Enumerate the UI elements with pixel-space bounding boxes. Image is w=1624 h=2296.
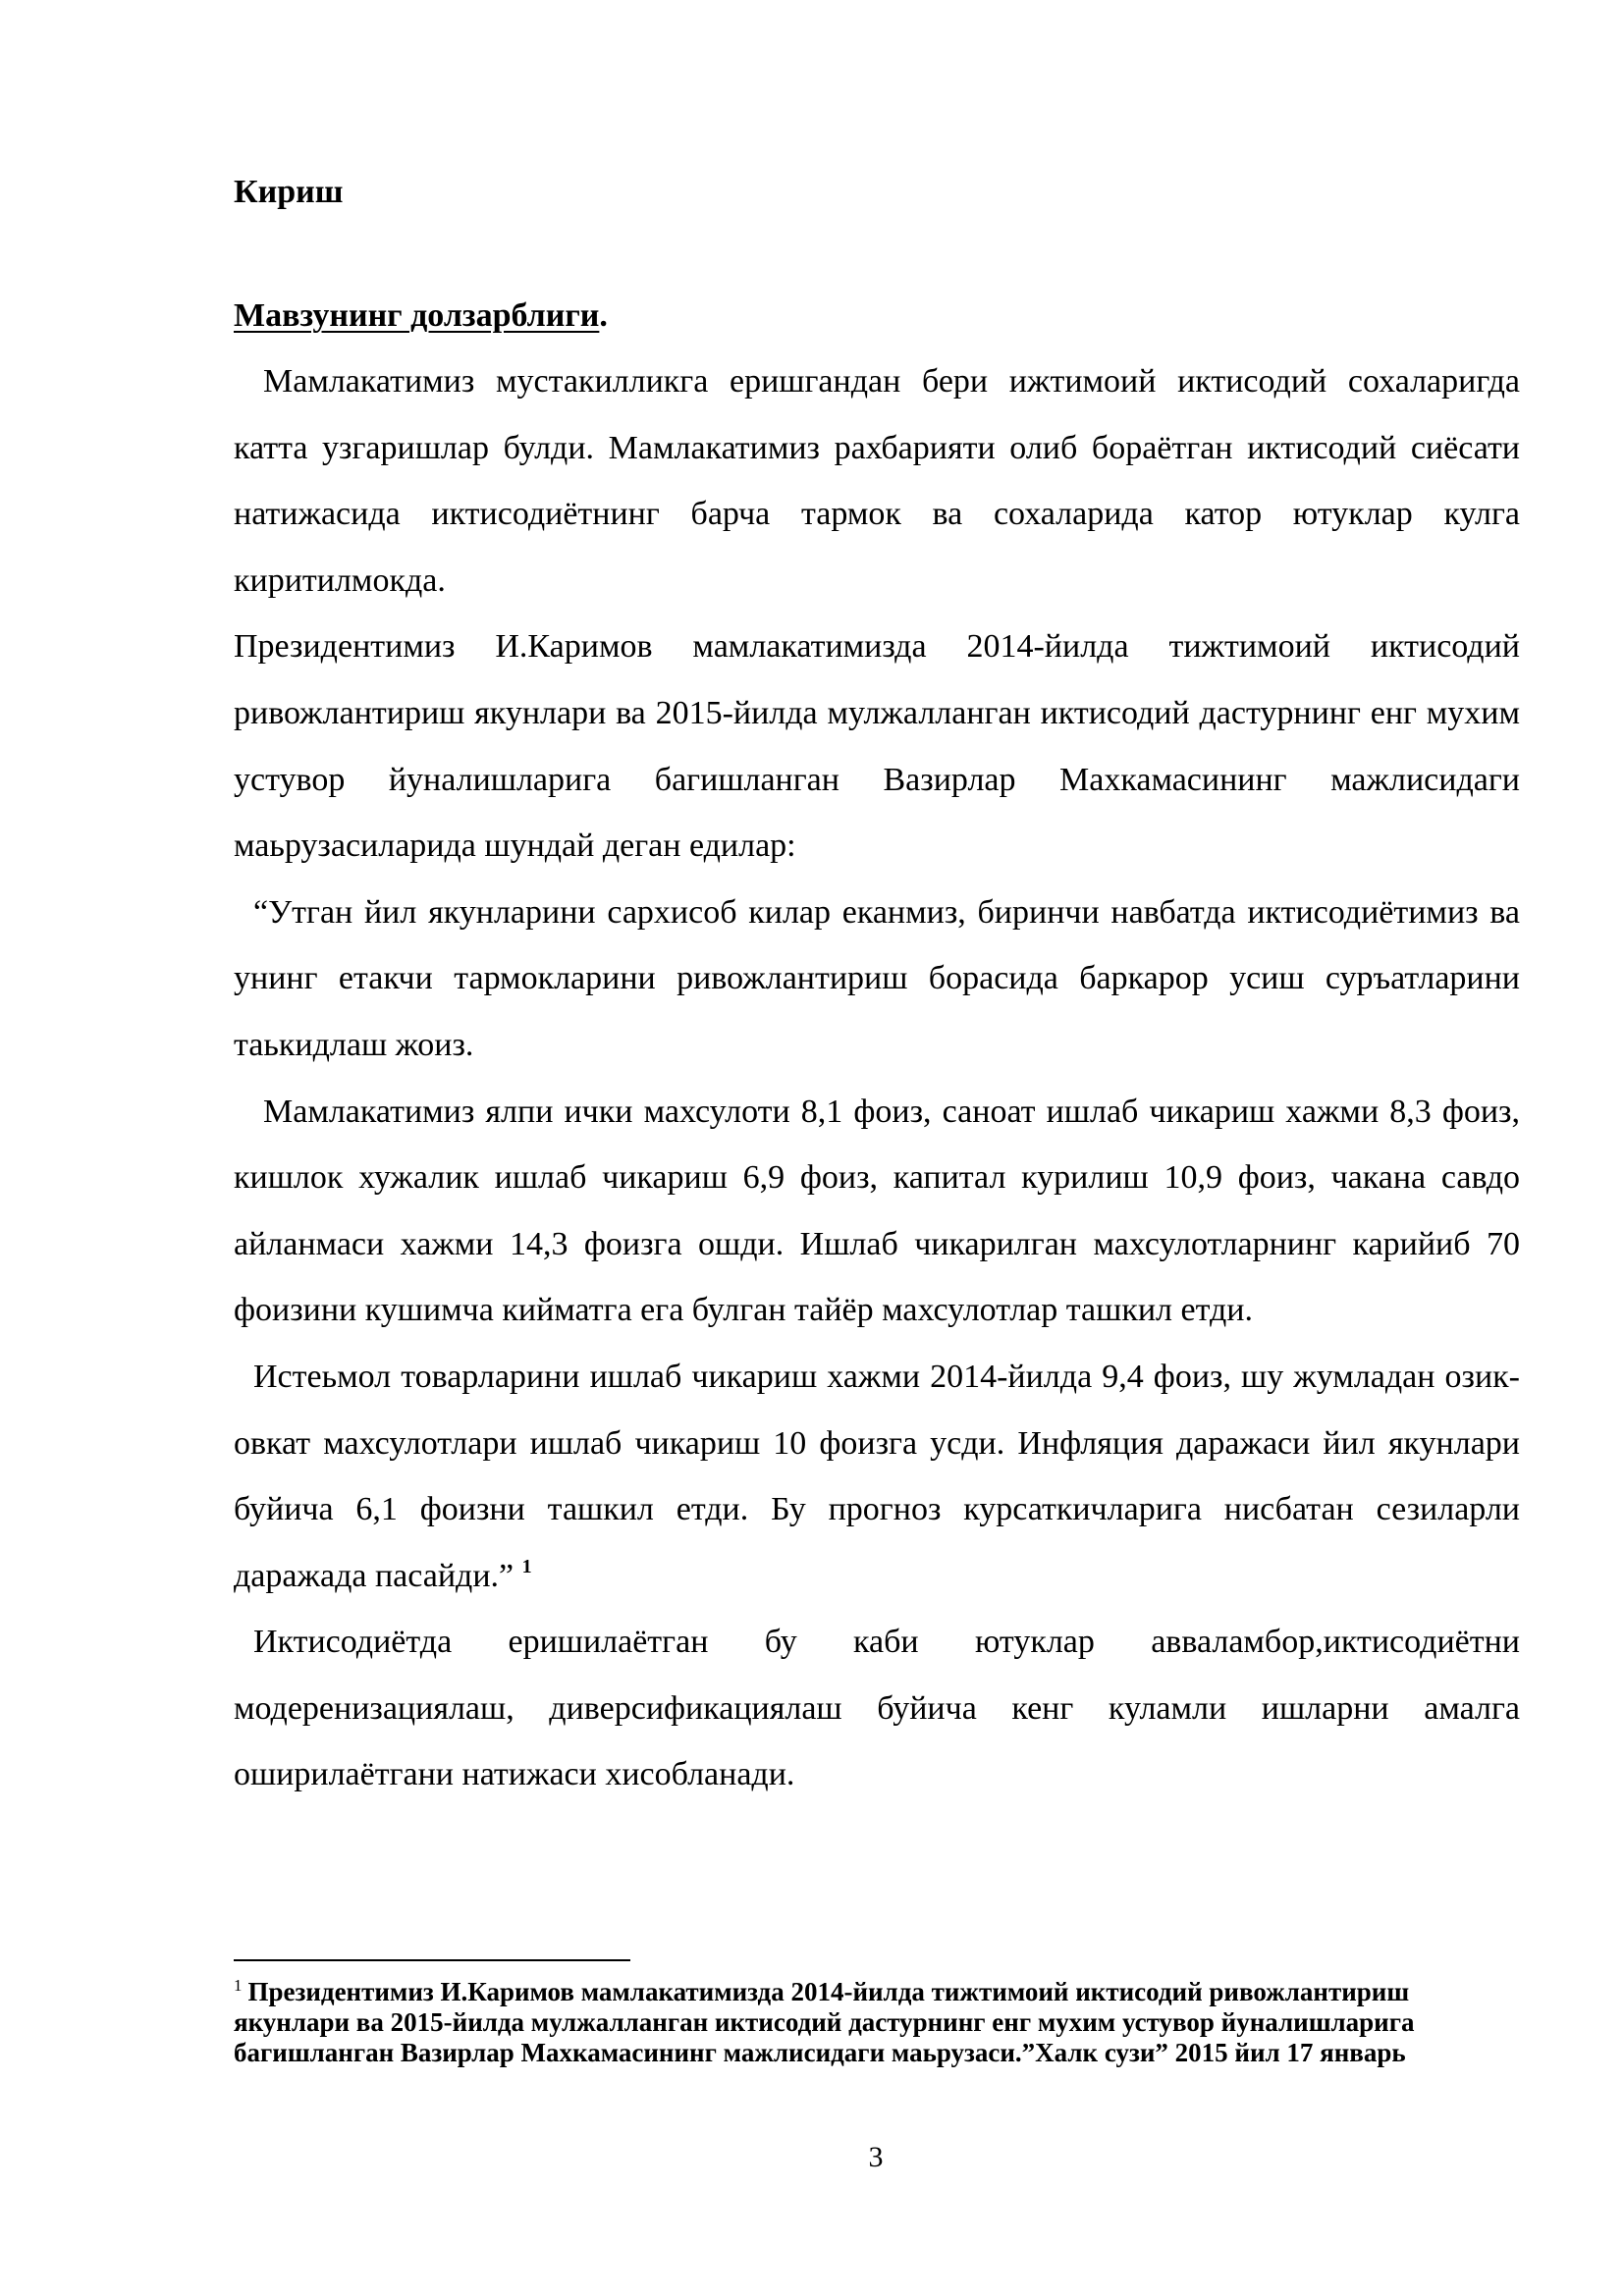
paragraph-2: Президентимиз И.Каримов мамлакатимизда 2014-йилда тижтимоий иктисодий ривожлантириш якунлари ва 2015-йилда мулжалланган иктисодий дастурнинг енг мухим устувор йуналишларига багишланган Вазирлар Махкамасининг мажлисидаги маьрузасиларида шундай деган едилар: [234, 628, 1520, 865]
main-text [234, 169, 1520, 1808]
paragraph-6: Иктисодиётда еришилаётган бу каби ютуклар авваламбор,иктисодиётни модеренизациялаш, диверсификациялаш буйича кенг куламли ишларни амалга оширилаётгани натижаси хисобланади. [234, 1624, 1520, 1793]
footnote-text: Президентимиз И.Каримов мамлакатимизда 2014-йилда тижтимоий иктисодий ривожлантириш якунлари ва 2015-йилда мулжалланган иктисодий дастурнинг енг мухим устувор йуналишларига багишланган Вазирлар Махкамасининг мажлисидаги маьрузаси.”Халк сузи” 2015 йил 17 январь [234, 1977, 1415, 2067]
paragraph-4: Мамлакатимиз ялпи ички махсулоти 8,1 фоиз, саноат ишлаб чикариш хажми 8,3 фоиз, кишлок хужалик ишлаб чикариш 6,9 фоиз, капитал курилиш 10,9 фоиз, чакана савдо айланмаси хажми 14,3 фоизга ошди. Ишлаб чикарилган махсулотларнинг карийиб 70 фоизини кушимча кийматга ега булган тайёр махсулотлар ташкил етди. [234, 1093, 1520, 1329]
paragraph-5-text: Истеьмол товарларини ишлаб чикариш хажми 2014-йилда 9,4 фоиз, шу жумладан озик-овкат махсулотлари ишлаб чикариш 10 фоизга усди. Инфляция даражаси йил якунлари буйича 6,1 фоизни ташкил етди. Бу прогноз курсаткичларига нисбатан сезиларли даражада пасайди.” [234, 1358, 1520, 1594]
footnote [234, 1977, 1520, 2068]
subsection-heading [234, 293, 1520, 340]
paragraph-1: Мамлакатимиз мустакилликга еришгандан бери ижтимоий иктисодий сохаларигда катта узгаришлар булди. Мамлакатимиз рахбарияти олиб бораётган иктисодий сиёсати натижасида иктисодиётнинг барча тармок ва сохаларида катор ютуклар кулга киритилмокда. [234, 363, 1520, 599]
footnote-mark: 1 [234, 1976, 243, 1995]
subsection-heading-period: . [599, 297, 608, 334]
page-number: 3 [868, 2141, 884, 2173]
subsection-heading-text: Мавзунинг долзарблиги [234, 297, 600, 334]
paragraph-5 [234, 1344, 1520, 1609]
paragraph-3: “Утган йил якунларини сархисоб килар еканмиз, биринчи навбатда иктисодиётимиз ва унинг етакчи тармокларини ривожлантириш борасида баркарор усиш суръатларини таькидлаш жоиз. [234, 893, 1520, 1063]
section-heading: Кириш [234, 174, 344, 210]
footnote-separator [234, 1959, 630, 1961]
footnote-reference[interactable]: 1 [521, 1555, 532, 1577]
